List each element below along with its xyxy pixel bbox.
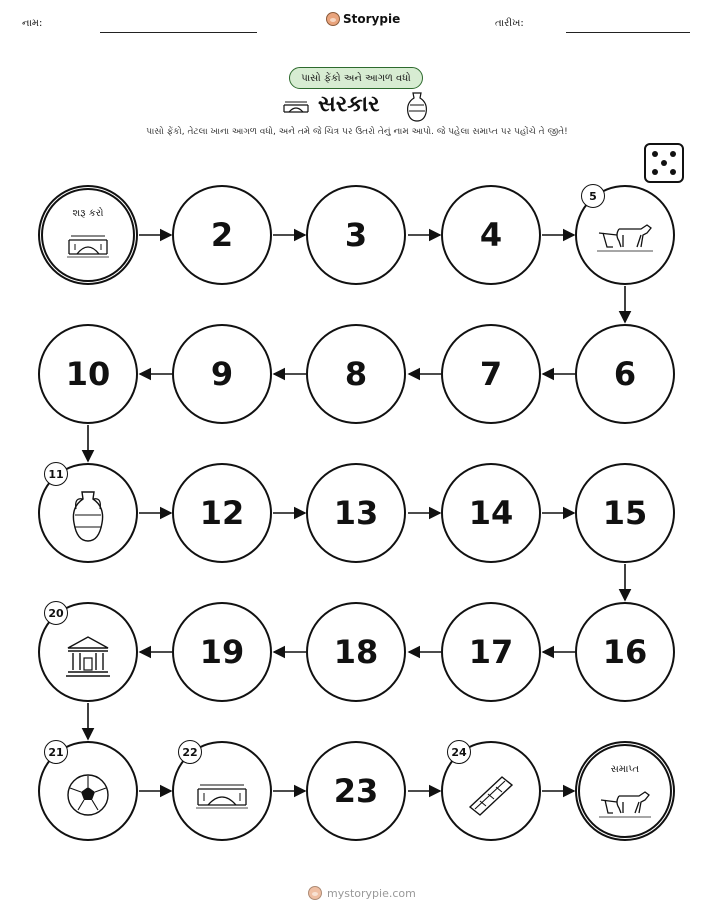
board-cell-2[interactable] <box>172 185 272 285</box>
finish-cell[interactable] <box>575 741 675 841</box>
start-label: શરૂ કરો <box>72 208 104 219</box>
cell-number: 3 <box>344 216 368 254</box>
cell-number: 16 <box>602 633 648 671</box>
board-cell-3[interactable] <box>306 185 406 285</box>
cell-number: 19 <box>199 633 245 671</box>
board-cell-23[interactable] <box>306 741 406 841</box>
board-cell-24[interactable] <box>441 741 541 841</box>
board-cell-10[interactable] <box>38 324 138 424</box>
government-building-icon <box>64 634 112 678</box>
cell-badge: 24 <box>447 740 471 764</box>
page-title: સરકાર <box>318 92 380 117</box>
cell-number: 9 <box>210 355 234 393</box>
cell-number: 17 <box>468 633 514 671</box>
cell-badge: 21 <box>44 740 68 764</box>
bridge-icon <box>196 781 248 809</box>
start-cell[interactable] <box>38 185 138 285</box>
cell-number: 8 <box>344 355 368 393</box>
board-cell-8[interactable] <box>306 324 406 424</box>
date-label: તારીખ: <box>495 18 524 29</box>
vase-icon <box>68 489 108 545</box>
name-label: નામ: <box>22 18 43 29</box>
brand-name: Storypie <box>343 12 401 26</box>
board-cell-11[interactable] <box>38 463 138 563</box>
subtitle-pill: પાસો ફેંકો અને આગળ વધો <box>289 67 423 89</box>
cell-number: 10 <box>65 355 111 393</box>
cell-badge: 5 <box>581 184 605 208</box>
board-cell-5[interactable] <box>575 185 675 285</box>
footer <box>308 886 416 900</box>
ox-plough-icon <box>599 786 651 820</box>
board-cell-18[interactable] <box>306 602 406 702</box>
board-cell-16[interactable] <box>575 602 675 702</box>
board-cell-20[interactable] <box>38 602 138 702</box>
finish-label: સમાપ્ત <box>610 764 640 775</box>
cell-number: 6 <box>613 355 637 393</box>
cell-number: 7 <box>479 355 503 393</box>
cell-number: 4 <box>479 216 503 254</box>
board-cell-4[interactable] <box>441 185 541 285</box>
board-cell-13[interactable] <box>306 463 406 563</box>
ox-plough-icon <box>597 219 653 255</box>
cell-badge: 22 <box>178 740 202 764</box>
bear-icon <box>308 886 322 900</box>
cell-number: 14 <box>468 494 514 532</box>
cell-number: 18 <box>333 633 379 671</box>
board-cell-9[interactable] <box>172 324 272 424</box>
board-cell-17[interactable] <box>441 602 541 702</box>
board-cell-22[interactable] <box>172 741 272 841</box>
cell-badge: 11 <box>44 462 68 486</box>
board-cell-15[interactable] <box>575 463 675 563</box>
football-icon <box>66 773 110 817</box>
cell-number: 2 <box>210 216 234 254</box>
board-cell-7[interactable] <box>441 324 541 424</box>
canal-trough-icon <box>466 773 516 817</box>
cell-number: 15 <box>602 494 648 532</box>
board-cell-19[interactable] <box>172 602 272 702</box>
board-cell-14[interactable] <box>441 463 541 563</box>
board-cell-21[interactable] <box>38 741 138 841</box>
board-cell-12[interactable] <box>172 463 272 563</box>
cell-badge: 20 <box>44 601 68 625</box>
board-cell-6[interactable] <box>575 324 675 424</box>
cell-number: 23 <box>333 772 379 810</box>
footer-url[interactable]: mystorypie.com <box>327 886 416 900</box>
cell-number: 12 <box>199 494 245 532</box>
cell-number: 13 <box>333 494 379 532</box>
instructions: પાસો ફેંકો, તેટલા ખાના આગળ વધો, અને તમે જે ચિત્ર પર ઉતરો તેનું નામ આપો. જે પહેલા સમાપ્ત પર પહોંચે તે જીતે! <box>146 127 568 137</box>
bridge-icon <box>67 232 109 258</box>
